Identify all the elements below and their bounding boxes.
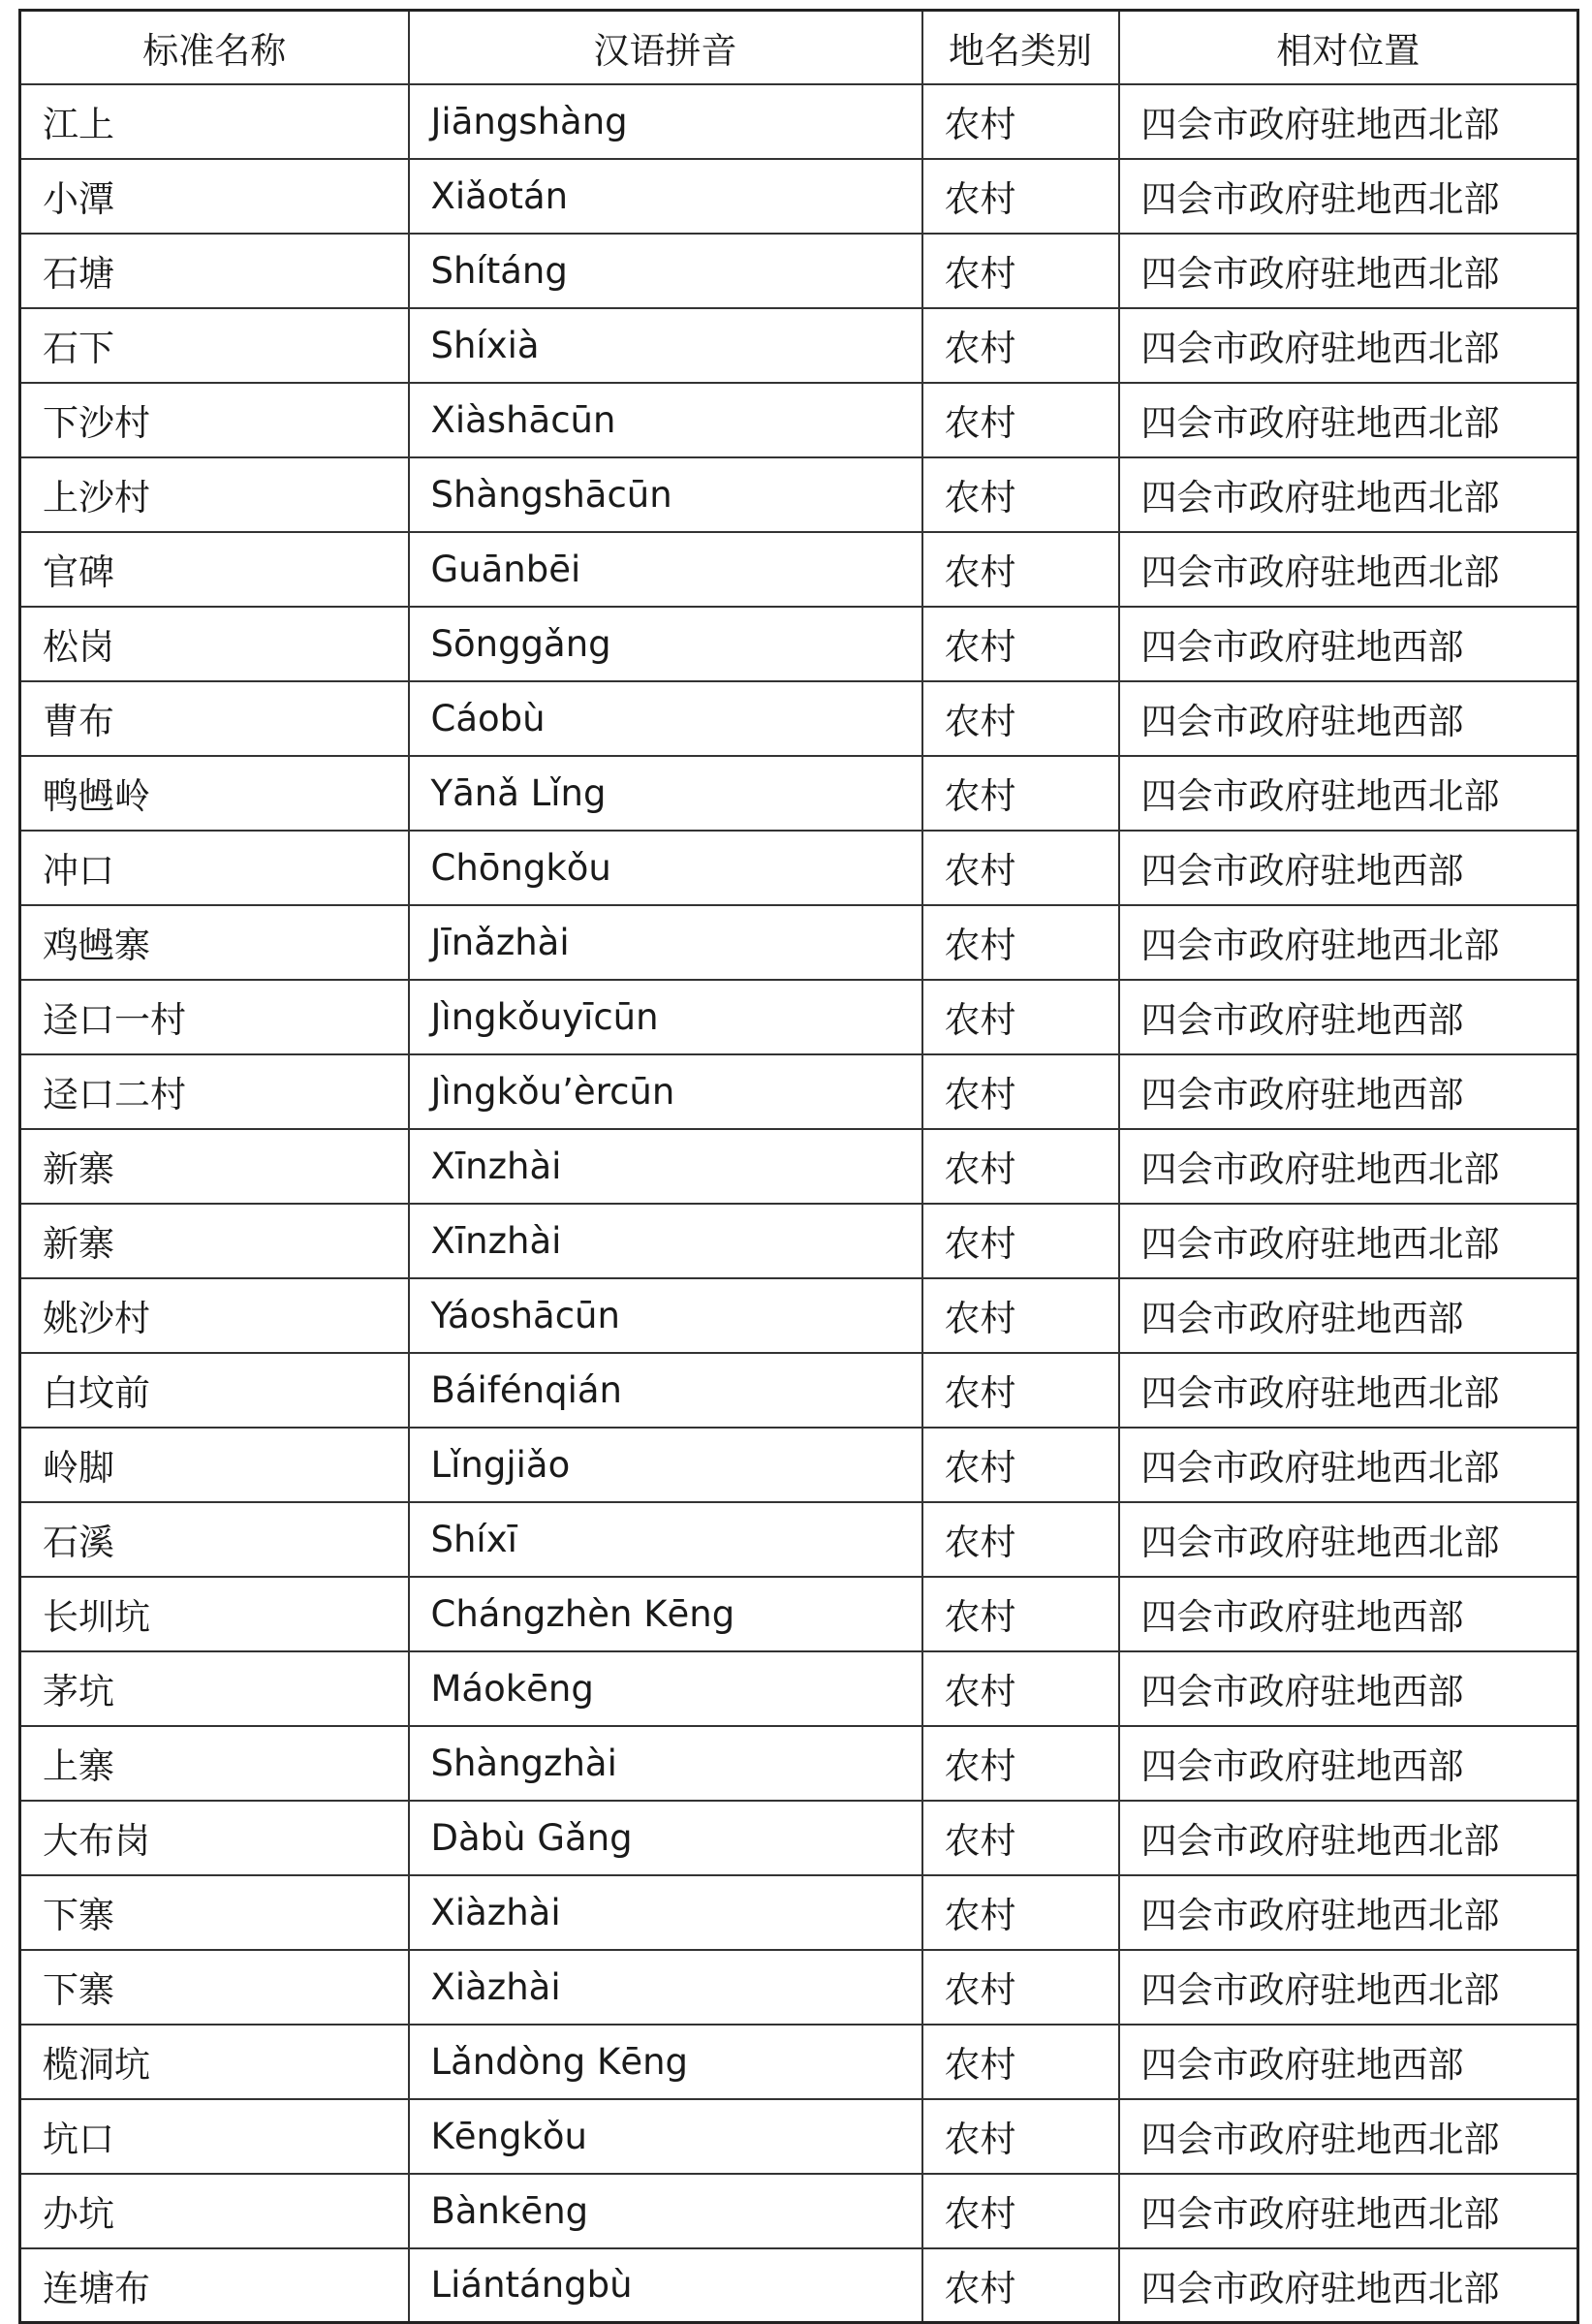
header-standard-name: 标准名称: [20, 11, 409, 84]
header-relative-position: 相对位置: [1119, 11, 1578, 84]
cell-standard-name: 小潭: [20, 159, 409, 234]
cell-relative-position: 四会市政府驻地西北部: [1119, 84, 1578, 159]
cell-relative-position: 四会市政府驻地西北部: [1119, 1801, 1578, 1875]
header-place-type: 地名类别: [922, 11, 1119, 84]
cell-standard-name: 石塘: [20, 234, 409, 308]
cell-relative-position: 四会市政府驻地西北部: [1119, 234, 1578, 308]
cell-standard-name: 下寨: [20, 1875, 409, 1950]
table-row: [20, 2025, 1578, 2099]
table-row: [20, 1577, 1578, 1651]
cell-standard-name: 鸭乸岭: [20, 756, 409, 831]
cell-place-type: 农村: [922, 681, 1119, 756]
cell-pinyin: Máokēng: [409, 1651, 922, 1726]
cell-relative-position: 四会市政府驻地西部: [1119, 681, 1578, 756]
cell-place-type: 农村: [922, 607, 1119, 681]
cell-standard-name: 白坟前: [20, 1353, 409, 1428]
cell-relative-position: 四会市政府驻地西部: [1119, 2025, 1578, 2099]
cell-pinyin: Xīnzhài: [409, 1129, 922, 1204]
cell-place-type: 农村: [922, 2174, 1119, 2248]
cell-place-type: 农村: [922, 905, 1119, 980]
header-row: [20, 11, 1578, 84]
cell-pinyin: Dàbù Gǎng: [409, 1801, 922, 1875]
cell-relative-position: 四会市政府驻地西部: [1119, 980, 1578, 1054]
cell-relative-position: 四会市政府驻地西北部: [1119, 756, 1578, 831]
cell-standard-name: 坑口: [20, 2099, 409, 2174]
cell-standard-name: 榄洞坑: [20, 2025, 409, 2099]
table-row: [20, 308, 1578, 383]
cell-pinyin: Bànkēng: [409, 2174, 922, 2248]
cell-standard-name: 姚沙村: [20, 1278, 409, 1353]
table-row: [20, 1726, 1578, 1801]
cell-place-type: 农村: [922, 1875, 1119, 1950]
cell-relative-position: 四会市政府驻地西北部: [1119, 1204, 1578, 1278]
table-row: [20, 2174, 1578, 2248]
cell-pinyin: Yáoshācūn: [409, 1278, 922, 1353]
table-row: [20, 905, 1578, 980]
cell-place-type: 农村: [922, 1577, 1119, 1651]
table-row: [20, 1875, 1578, 1950]
table-row: [20, 84, 1578, 159]
cell-relative-position: 四会市政府驻地西北部: [1119, 532, 1578, 607]
table-row: [20, 159, 1578, 234]
cell-pinyin: Kēngkǒu: [409, 2099, 922, 2174]
table-row: [20, 1204, 1578, 1278]
cell-standard-name: 岭脚: [20, 1428, 409, 1502]
cell-place-type: 农村: [922, 980, 1119, 1054]
cell-pinyin: Jiāngshàng: [409, 84, 922, 159]
cell-pinyin: Xiàzhài: [409, 1875, 922, 1950]
cell-relative-position: 四会市政府驻地西北部: [1119, 383, 1578, 457]
cell-relative-position: 四会市政府驻地西部: [1119, 1577, 1578, 1651]
cell-place-type: 农村: [922, 831, 1119, 905]
table-row: [20, 1651, 1578, 1726]
place-name-table: [18, 9, 1579, 2324]
cell-place-type: 农村: [922, 383, 1119, 457]
cell-relative-position: 四会市政府驻地西北部: [1119, 308, 1578, 383]
cell-place-type: 农村: [922, 1651, 1119, 1726]
cell-relative-position: 四会市政府驻地西北部: [1119, 2099, 1578, 2174]
cell-standard-name: 曹布: [20, 681, 409, 756]
cell-pinyin: Xīnzhài: [409, 1204, 922, 1278]
table-row: [20, 1502, 1578, 1577]
cell-place-type: 农村: [922, 2248, 1119, 2323]
cell-pinyin: Shítáng: [409, 234, 922, 308]
cell-pinyin: Lǎndòng Kēng: [409, 2025, 922, 2099]
cell-place-type: 农村: [922, 756, 1119, 831]
cell-pinyin: Xiàzhài: [409, 1950, 922, 2025]
table-header: [20, 11, 1578, 84]
cell-pinyin: Chōngkǒu: [409, 831, 922, 905]
cell-standard-name: 大布岗: [20, 1801, 409, 1875]
cell-standard-name: 茅坑: [20, 1651, 409, 1726]
table-row: [20, 681, 1578, 756]
cell-pinyin: Chángzhèn Kēng: [409, 1577, 922, 1651]
table-row: [20, 2248, 1578, 2323]
table-row: [20, 1801, 1578, 1875]
cell-pinyin: Xiàshācūn: [409, 383, 922, 457]
cell-place-type: 农村: [922, 84, 1119, 159]
header-pinyin: 汉语拼音: [409, 11, 922, 84]
cell-place-type: 农村: [922, 1428, 1119, 1502]
cell-pinyin: Jīnǎzhài: [409, 905, 922, 980]
cell-place-type: 农村: [922, 1278, 1119, 1353]
table-row: [20, 2099, 1578, 2174]
table-row: [20, 1129, 1578, 1204]
cell-relative-position: 四会市政府驻地西部: [1119, 1054, 1578, 1129]
cell-place-type: 农村: [922, 1353, 1119, 1428]
table-row: [20, 980, 1578, 1054]
cell-relative-position: 四会市政府驻地西部: [1119, 1651, 1578, 1726]
cell-place-type: 农村: [922, 2099, 1119, 2174]
cell-standard-name: 新寨: [20, 1204, 409, 1278]
cell-relative-position: 四会市政府驻地西部: [1119, 831, 1578, 905]
cell-relative-position: 四会市政府驻地西北部: [1119, 457, 1578, 532]
cell-standard-name: 迳口二村: [20, 1054, 409, 1129]
cell-place-type: 农村: [922, 234, 1119, 308]
cell-standard-name: 石溪: [20, 1502, 409, 1577]
cell-place-type: 农村: [922, 532, 1119, 607]
cell-relative-position: 四会市政府驻地西北部: [1119, 1502, 1578, 1577]
cell-standard-name: 冲口: [20, 831, 409, 905]
cell-standard-name: 下寨: [20, 1950, 409, 2025]
cell-pinyin: Shàngzhài: [409, 1726, 922, 1801]
cell-pinyin: Báifénqián: [409, 1353, 922, 1428]
cell-place-type: 农村: [922, 1054, 1119, 1129]
cell-standard-name: 松岗: [20, 607, 409, 681]
cell-standard-name: 连塘布: [20, 2248, 409, 2323]
table-row: [20, 383, 1578, 457]
cell-standard-name: 下沙村: [20, 383, 409, 457]
cell-place-type: 农村: [922, 1950, 1119, 2025]
cell-pinyin: Xiǎotán: [409, 159, 922, 234]
cell-pinyin: Jìngkǒu’èrcūn: [409, 1054, 922, 1129]
cell-standard-name: 新寨: [20, 1129, 409, 1204]
cell-pinyin: Sōnggǎng: [409, 607, 922, 681]
cell-pinyin: Cáobù: [409, 681, 922, 756]
table-row: [20, 831, 1578, 905]
cell-relative-position: 四会市政府驻地西北部: [1119, 1875, 1578, 1950]
table-row: [20, 1278, 1578, 1353]
cell-relative-position: 四会市政府驻地西北部: [1119, 2248, 1578, 2323]
cell-place-type: 农村: [922, 159, 1119, 234]
cell-relative-position: 四会市政府驻地西北部: [1119, 2174, 1578, 2248]
table-row: [20, 234, 1578, 308]
table-row: [20, 1054, 1578, 1129]
cell-standard-name: 办坑: [20, 2174, 409, 2248]
cell-place-type: 农村: [922, 2025, 1119, 2099]
cell-relative-position: 四会市政府驻地西北部: [1119, 1353, 1578, 1428]
cell-place-type: 农村: [922, 1129, 1119, 1204]
cell-place-type: 农村: [922, 1502, 1119, 1577]
table-row: [20, 1950, 1578, 2025]
cell-pinyin: Yānǎ Lǐng: [409, 756, 922, 831]
cell-relative-position: 四会市政府驻地西北部: [1119, 1129, 1578, 1204]
table-row: [20, 756, 1578, 831]
table-row: [20, 1353, 1578, 1428]
cell-place-type: 农村: [922, 308, 1119, 383]
cell-standard-name: 上寨: [20, 1726, 409, 1801]
cell-place-type: 农村: [922, 457, 1119, 532]
cell-relative-position: 四会市政府驻地西部: [1119, 1726, 1578, 1801]
table-row: [20, 1428, 1578, 1502]
cell-standard-name: 石下: [20, 308, 409, 383]
cell-standard-name: 迳口一村: [20, 980, 409, 1054]
cell-standard-name: 官碑: [20, 532, 409, 607]
cell-pinyin: Shíxī: [409, 1502, 922, 1577]
table-row: [20, 607, 1578, 681]
cell-relative-position: 四会市政府驻地西北部: [1119, 1950, 1578, 2025]
cell-pinyin: Shàngshācūn: [409, 457, 922, 532]
cell-standard-name: 上沙村: [20, 457, 409, 532]
cell-place-type: 农村: [922, 1204, 1119, 1278]
cell-place-type: 农村: [922, 1726, 1119, 1801]
cell-relative-position: 四会市政府驻地西北部: [1119, 159, 1578, 234]
cell-pinyin: Lǐngjiǎo: [409, 1428, 922, 1502]
cell-relative-position: 四会市政府驻地西部: [1119, 1278, 1578, 1353]
table-row: [20, 457, 1578, 532]
cell-standard-name: 江上: [20, 84, 409, 159]
cell-pinyin: Guānbēi: [409, 532, 922, 607]
cell-place-type: 农村: [922, 1801, 1119, 1875]
table-body: [20, 84, 1578, 2323]
cell-standard-name: 长圳坑: [20, 1577, 409, 1651]
cell-pinyin: Liántángbù: [409, 2248, 922, 2323]
cell-pinyin: Jìngkǒuyīcūn: [409, 980, 922, 1054]
cell-relative-position: 四会市政府驻地西北部: [1119, 1428, 1578, 1502]
cell-pinyin: Shíxià: [409, 308, 922, 383]
cell-relative-position: 四会市政府驻地西北部: [1119, 905, 1578, 980]
table-row: [20, 532, 1578, 607]
cell-relative-position: 四会市政府驻地西部: [1119, 607, 1578, 681]
cell-standard-name: 鸡乸寨: [20, 905, 409, 980]
